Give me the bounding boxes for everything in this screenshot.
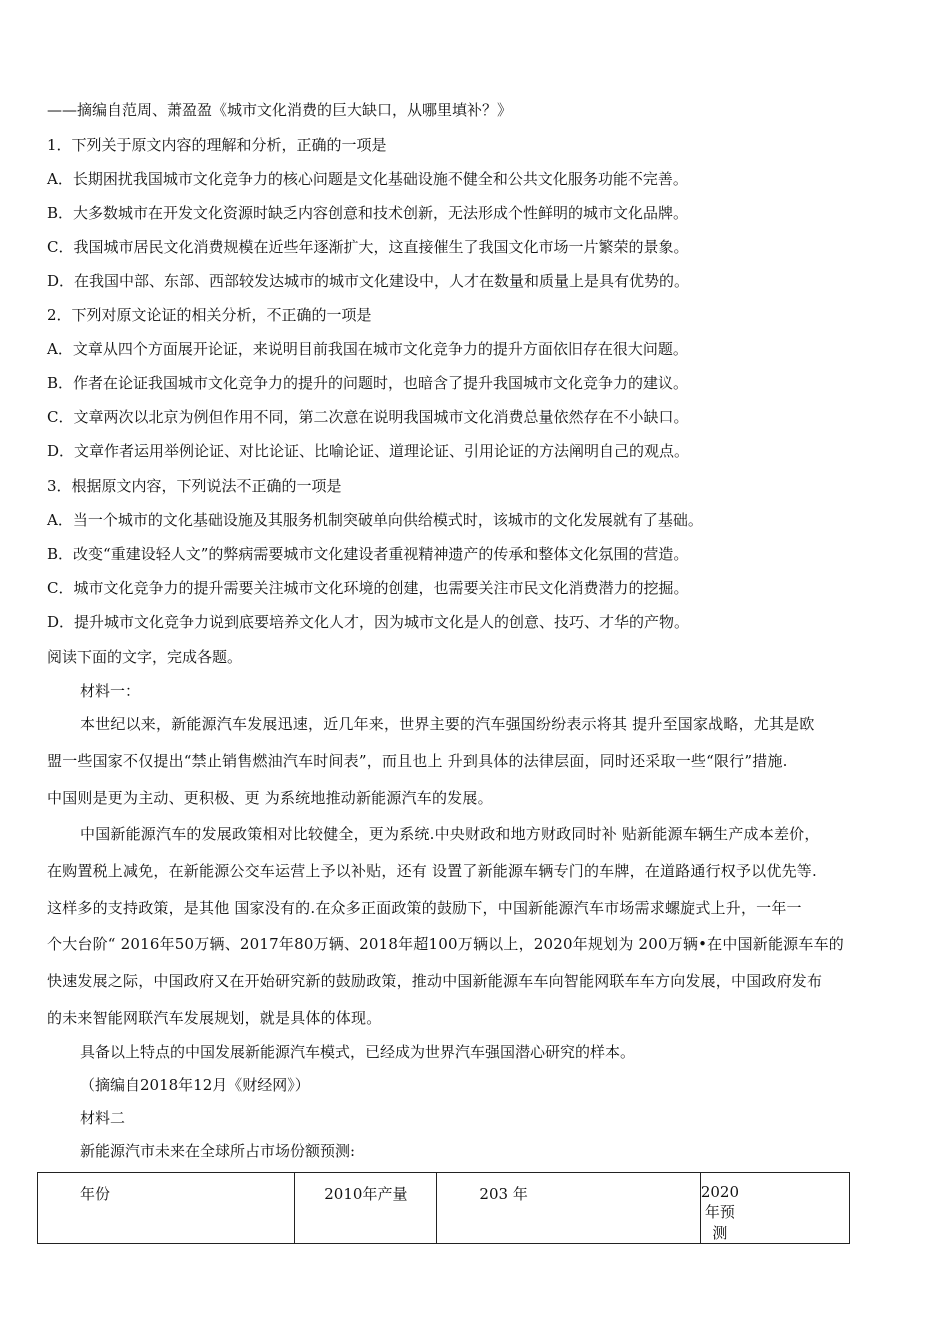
question-1-stem: 1．下列关于原文内容的理解和分析，正确的一项是	[47, 136, 387, 154]
material-1-source: （摘编自2018年12月《财经网》）	[80, 1076, 310, 1094]
material-1-label: 材料一：	[80, 682, 141, 700]
question-3-option-a: A．当一个城市的文化基础设施及其服务机制突破单向供给模式时，该城市的文化发展就有了基础。	[47, 511, 703, 529]
question-2-option-a: A．文章从四个方面展开论证，来说明目前我国在城市文化竞争力的提升方面依旧存在很大问题。	[47, 340, 688, 358]
question-3-stem: 3．根据原文内容，下列说法不正确的一项是	[47, 477, 342, 495]
material-1-para-2-line-2: 在购置税上减免，在新能源公交车运营上予以补贴，还有 设置了新能源车辆专门的车牌，在道路通行权予以优先等.	[47, 862, 817, 880]
material-1-para-2-line-5: 快速发展之际，中国政府又在开始研究新的鼓励政策，推动中国新能源车车向智能网联车车方向发展，中国政府发布	[47, 972, 823, 990]
question-1-option-d: D．在我国中部、东部、西部较发达城市的城市文化建设中，人才在数量和质量上是具有优势的。	[47, 272, 690, 290]
question-2-option-c: C．文章两次以北京为例但作用不同，第二次意在说明我国城市文化消费总量依然存在不小缺口。	[47, 408, 689, 426]
material-1-para-2-line-3: 这样多的支持政策，是其他 国家没有的.在众多正面政策的鼓励下，中国新能源汽车市场需求螺旋式上升，一年一	[47, 899, 802, 917]
table-header-203-year: 203 年	[437, 1173, 700, 1244]
material-2-label: 材料二	[80, 1109, 126, 1127]
question-2-stem: 2．下列对原文论证的相关分析，不正确的一项是	[47, 306, 372, 324]
market-share-table	[37, 1172, 850, 1244]
table-row	[38, 1173, 850, 1244]
table-header-2020-forecast: 2020年预测	[700, 1173, 849, 1244]
source-line: ——摘编自范周、萧盈盈《城市文化消费的巨大缺口，从哪里填补？》	[47, 101, 513, 119]
question-3-option-c: C．城市文化竞争力的提升需要关注城市文化环境的创建，也需要关注市民文化消费潜力的挖掘。	[47, 579, 689, 597]
question-2-option-d: D．文章作者运用举例论证、对比论证、比喻论证、道理论证、引用论证的方法阐明自己的观点。	[47, 442, 690, 460]
material-1-para-2-line-1: 中国新能源汽车的发展政策相对比较健全，更为系统.中央财政和地方财政同时补 贴新能源车辆生产成本差价，	[80, 825, 820, 843]
reading-intro: 阅读下面的文字，完成各题。	[47, 648, 243, 666]
question-2-option-b: B．作者在论证我国城市文化竞争力的提升的问题时，也暗含了提升我国城市文化竞争力的建议。	[47, 374, 689, 392]
material-1-para-3: 具备以上特点的中国发展新能源汽车模式，已经成为世界汽车强国潜心研究的样本。	[80, 1043, 636, 1061]
table-header-2010-output: 2010年产量	[295, 1173, 437, 1244]
question-3-option-d: D．提升城市文化竞争力说到底要培养文化人才，因为城市文化是人的创意、技巧、才华的产物。	[47, 613, 690, 631]
question-1-option-b: B．大多数城市在开发文化资源时缺乏内容创意和技术创新，无法形成个性鲜明的城市文化品牌。	[47, 204, 689, 222]
material-1-para-2-line-6: 的未来智能网联汽车发展规划，就是具体的体现。	[47, 1009, 382, 1027]
table-header-year: 年份	[38, 1173, 295, 1244]
question-1-option-c: C．我国城市居民文化消费规模在近些年逐渐扩大，这直接催生了我国文化市场一片繁荣的景象。	[47, 238, 689, 256]
material-2-intro: 新能源汽市未来在全球所占市场份额预测:	[80, 1142, 356, 1160]
material-1-para-1-line-1: 本世纪以来，新能源汽车发展迅速，近几年来，世界主要的汽车强国纷纷表示将其 提升至国家战略，尤其是欧	[80, 715, 815, 733]
material-1-para-1-line-3: 中国则是更为主动、更积极、更 为系统地推动新能源汽车的发展。	[47, 789, 493, 807]
material-1-para-1-line-2: 盟一些国家不仅提出“禁止销售燃油汽车时间表”，而且也上 升到具体的法律层面，同时还采取一些“限行”措施.	[47, 752, 788, 770]
question-3-option-b: B．改变“重建设轻人文”的弊病需要城市文化建设者重视精神遗产的传承和整体文化氛围的营造。	[47, 545, 689, 563]
material-1-para-2-line-4: 个大台阶“ 2016年50万辆、2017年80万辆、2018年超100万辆以上，2020年规划为 200万辆•在中国新能源车车的	[47, 935, 844, 953]
question-1-option-a: A．长期困扰我国城市文化竞争力的核心问题是文化基础设施不健全和公共文化服务功能不完善。	[47, 170, 688, 188]
